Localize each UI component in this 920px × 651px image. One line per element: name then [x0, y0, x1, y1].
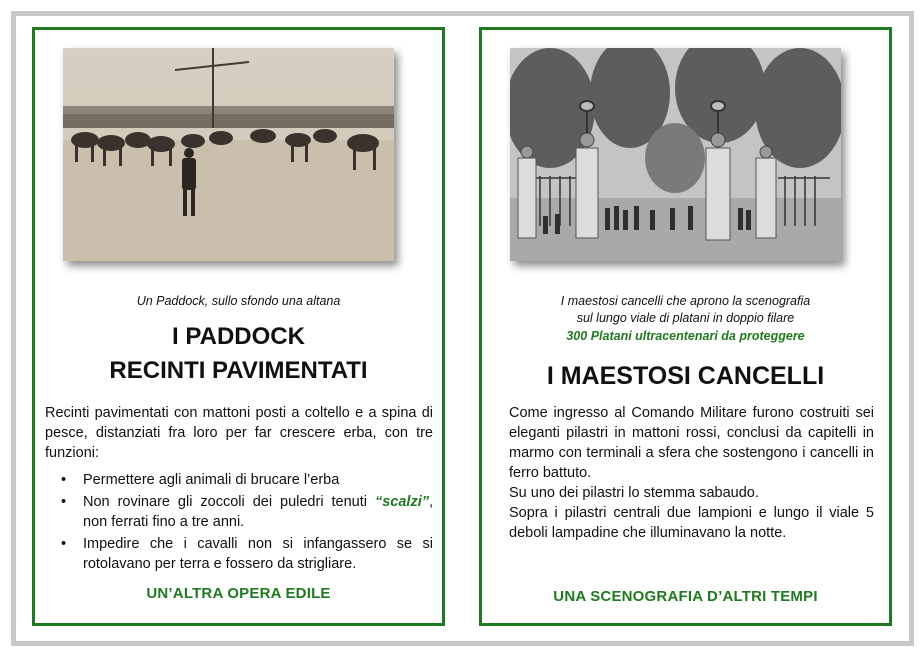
list-item-text: Impedire che i cavalli non si infangassero se si rotolavano per terra e fossero da strigliare.: [83, 536, 433, 572]
gates-footer: UNA SCENOGRAFIA D’ALTRI TEMPI: [553, 588, 818, 605]
gates-title: I MAESTOSI CANCELLI: [546, 362, 825, 390]
list-item: [45, 534, 433, 574]
paddock-caption: Un Paddock, sullo sfondo una altana: [136, 294, 341, 308]
gates-paragraph-3: Sopra i pilastri centrali due lampioni e lungo il viale 5 deboli lampadine che illuminavano la notte.: [509, 505, 874, 541]
list-item: [45, 492, 433, 532]
gates-paragraph-2: Su uno dei pilastri lo stemma sabaudo.: [509, 485, 759, 501]
list-item-text-end: , non ferrati fino a tre anni.: [83, 494, 433, 530]
list-item-text: Non rovinare gli zoccoli dei puledri tenuti: [83, 494, 375, 510]
gates-text: [509, 403, 874, 543]
gates-caption-line2: sul lungo viale di platani in doppio filare: [576, 311, 795, 325]
paddock-intro: Recinti pavimentati con mattoni posti a coltello e a spina di pesce, distanziati fra loro per far crescere erba, con tre funzioni:: [45, 405, 433, 461]
bullet-icon: •: [61, 472, 67, 488]
paddock-title-line1: I PADDOCK: [172, 323, 305, 350]
scalzi-emphasis: “scalzi”: [374, 494, 429, 510]
gates-paragraph-1: Come ingresso al Comando Militare furono costruiti sei eleganti pilastri in mattoni rossi, conclusi da capitelli in marmo con terminali a sfera che sostengono i cancelli in ferro battuto.: [509, 405, 874, 481]
bullet-icon: •: [61, 536, 67, 552]
gates-caption-line1: I maestosi cancelli che aprono la scenografia: [560, 294, 811, 308]
list-item: [45, 470, 433, 490]
paddock-footer: UN’ALTRA OPERA EDILE: [146, 585, 331, 602]
gates-panel: [479, 27, 892, 626]
list-item-text: Permettere agli animali di brucare l’erba: [83, 472, 340, 488]
paddock-photo: [63, 48, 394, 261]
paddock-functions-list: [45, 470, 433, 574]
gates-photo: [510, 48, 841, 261]
bullet-icon: •: [61, 494, 67, 510]
gates-caption-line3: 300 Platani ultracentenari da proteggere: [566, 329, 805, 343]
paddock-title-line2: RECINTI PAVIMENTATI: [109, 357, 368, 384]
paddock-panel: [32, 27, 445, 626]
